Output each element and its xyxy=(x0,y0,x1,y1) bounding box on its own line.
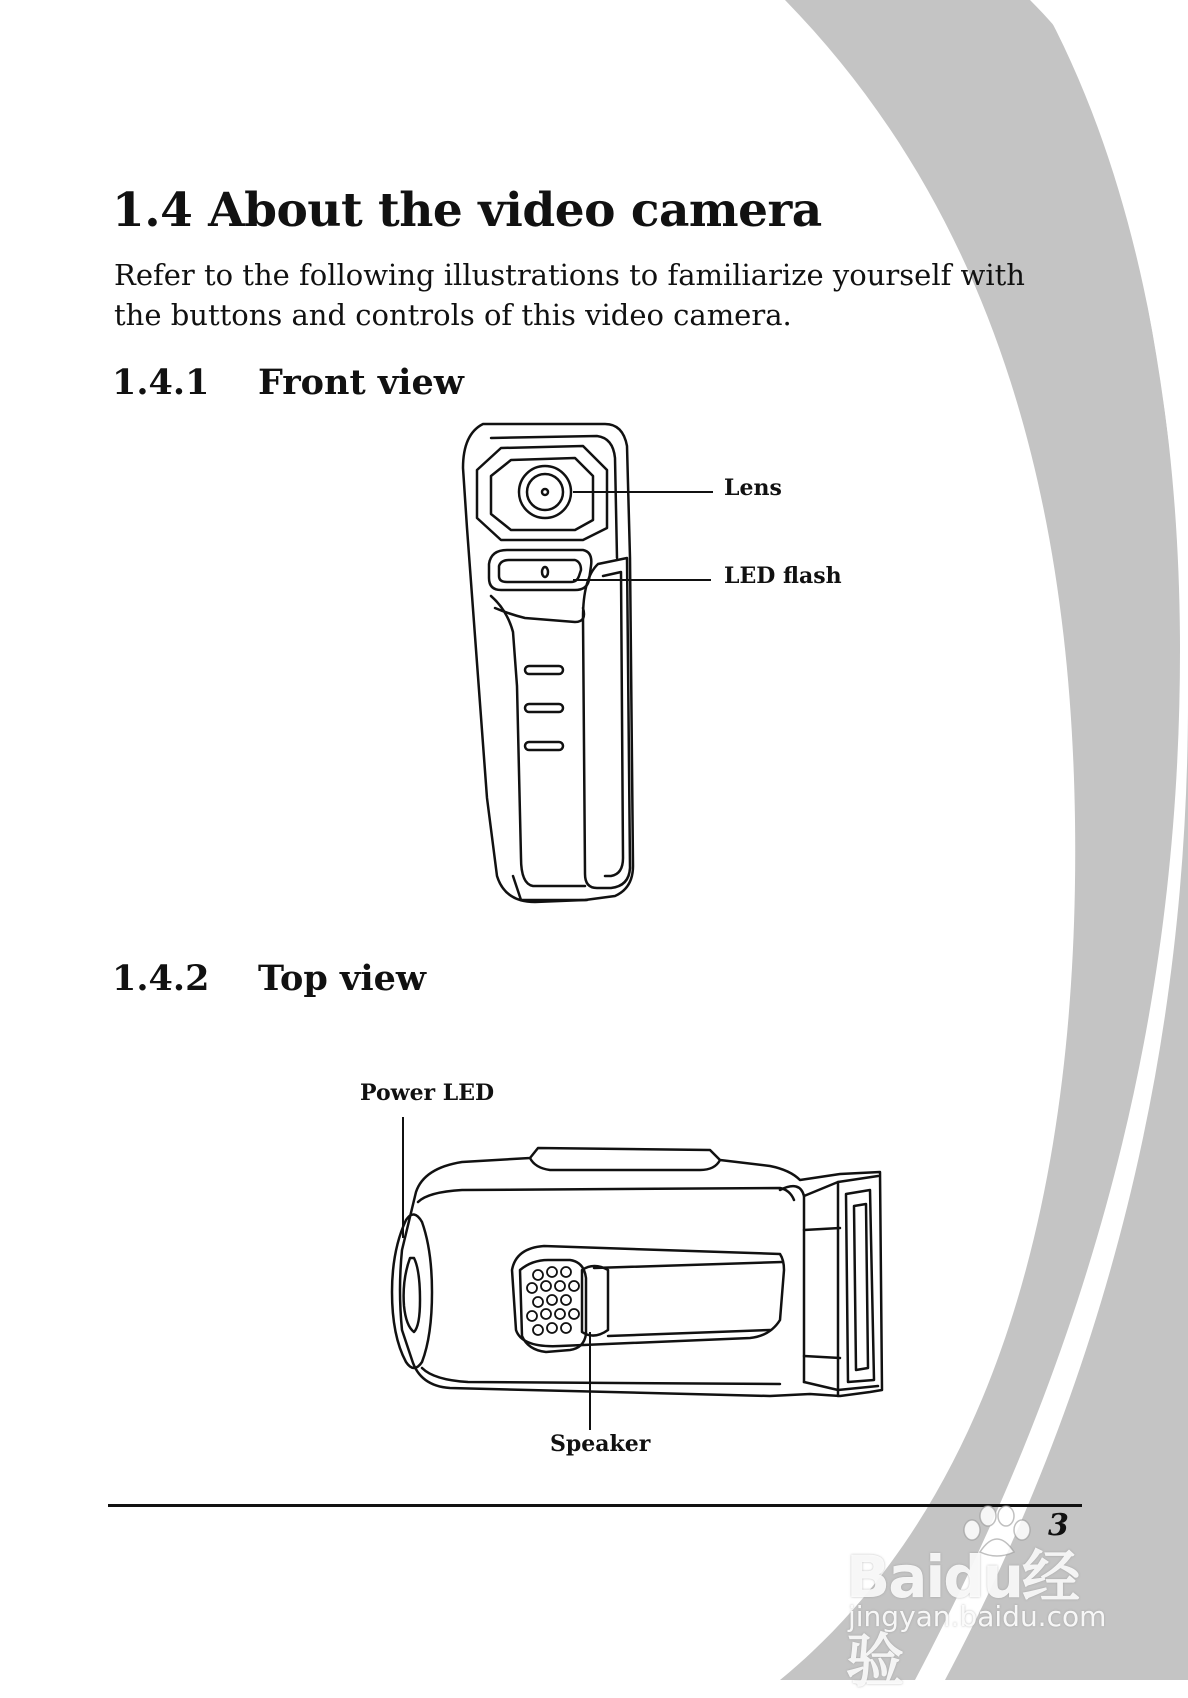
section-heading: 1.4 About the video camera xyxy=(112,183,822,238)
intro-paragraph: Refer to the following illustrations to familiarize yourself with the buttons and controls of this video camera. xyxy=(114,258,1025,332)
watermark xyxy=(840,1500,1130,1695)
subsection-heading-top-view xyxy=(112,958,426,999)
top-view-illustration xyxy=(370,1110,890,1440)
subsection-heading-front-view xyxy=(112,362,464,403)
subsection-title: Front view xyxy=(258,362,464,403)
subsection-title: Top view xyxy=(258,958,427,999)
label-lens: Lens xyxy=(724,475,782,501)
label-speaker: Speaker xyxy=(550,1431,651,1457)
front-view-illustration xyxy=(455,418,855,938)
page-number: 3 xyxy=(1048,1508,1069,1543)
subsection-number: 1.4.1 xyxy=(112,362,210,403)
subsection-number: 1.4.2 xyxy=(112,958,210,999)
label-power-led: Power LED xyxy=(360,1080,495,1106)
label-led-flash: LED flash xyxy=(724,563,842,589)
watermark-brand: Baidu经验 xyxy=(846,1543,1079,1695)
watermark-url: jingyan.baidu.com xyxy=(848,1600,1107,1633)
